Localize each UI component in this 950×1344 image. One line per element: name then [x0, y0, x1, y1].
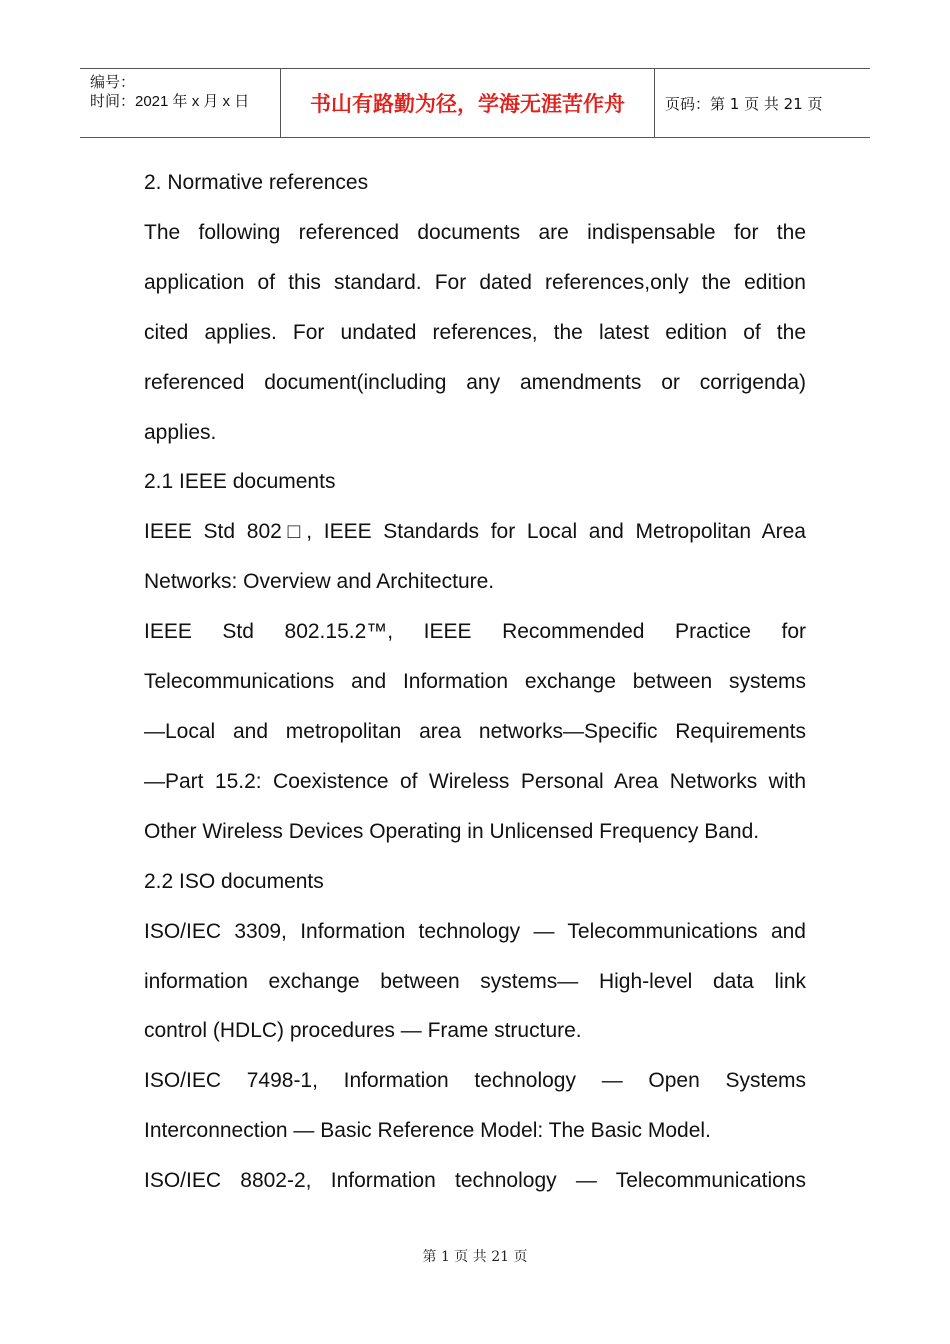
page-header [80, 68, 870, 138]
body-line: applies. [144, 420, 217, 444]
body-line: Other Wireless Devices Operating in Unlicensed Frequency Band. [144, 819, 760, 843]
header-motto: 书山有路勤为径，学海无涯苦作舟 [281, 69, 655, 137]
body-line: information exchange between systems— High-level data link [144, 969, 806, 993]
body-line: Interconnection — Basic Reference Model: The Basic Model. [144, 1119, 711, 1143]
body-line: ISO/IEC 7498-1, Information technology — Open Systems [144, 1069, 806, 1093]
body-line: ISO/IEC 3309, Information technology — Telecommunications and [144, 919, 806, 943]
page-footer: 第 1 页 共 21 页 [422, 1249, 528, 1265]
body-line: IEEE Std 802.15.2™, IEEE Recommended Practice for [144, 620, 806, 644]
header-page-info: 页码：第 1 页 共 21 页 [665, 94, 823, 113]
body-line: —Part 15.2: Coexistence of Wireless Personal Area Networks with [144, 769, 806, 793]
document-body [144, 158, 806, 1206]
body-line: Telecommunications and Information exchange between systems [144, 670, 806, 694]
body-line: Networks: Overview and Architecture. [144, 570, 495, 594]
time-label: 时间：2021 年 x 月 x 日 [90, 93, 250, 110]
body-line: ISO/IEC 8802-2, Information technology — Telecommunications [144, 1169, 806, 1193]
body-line: The following referenced documents are indispensable for the [144, 220, 806, 244]
body-line: referenced document(including any amendments or corrigenda) [144, 370, 806, 394]
section-heading: 2. Normative references [144, 171, 369, 194]
number-label: 编号： [90, 74, 136, 91]
header-meta [80, 69, 281, 137]
body-line: IEEE Std 802□, IEEE Standards for Local and Metropolitan Area [144, 520, 806, 544]
body-line: —Local and metropolitan area networks—Specific Requirements [144, 719, 806, 743]
body-line: application of this standard. For dated references,only the edition [144, 270, 806, 294]
body-line: control (HDLC) procedures — Frame structure. [144, 1019, 582, 1043]
body-line: cited applies. For undated references, the latest edition of the [144, 320, 806, 344]
subsection-heading: 2.2 ISO documents [144, 869, 324, 893]
subsection-heading: 2.1 IEEE documents [144, 470, 336, 494]
